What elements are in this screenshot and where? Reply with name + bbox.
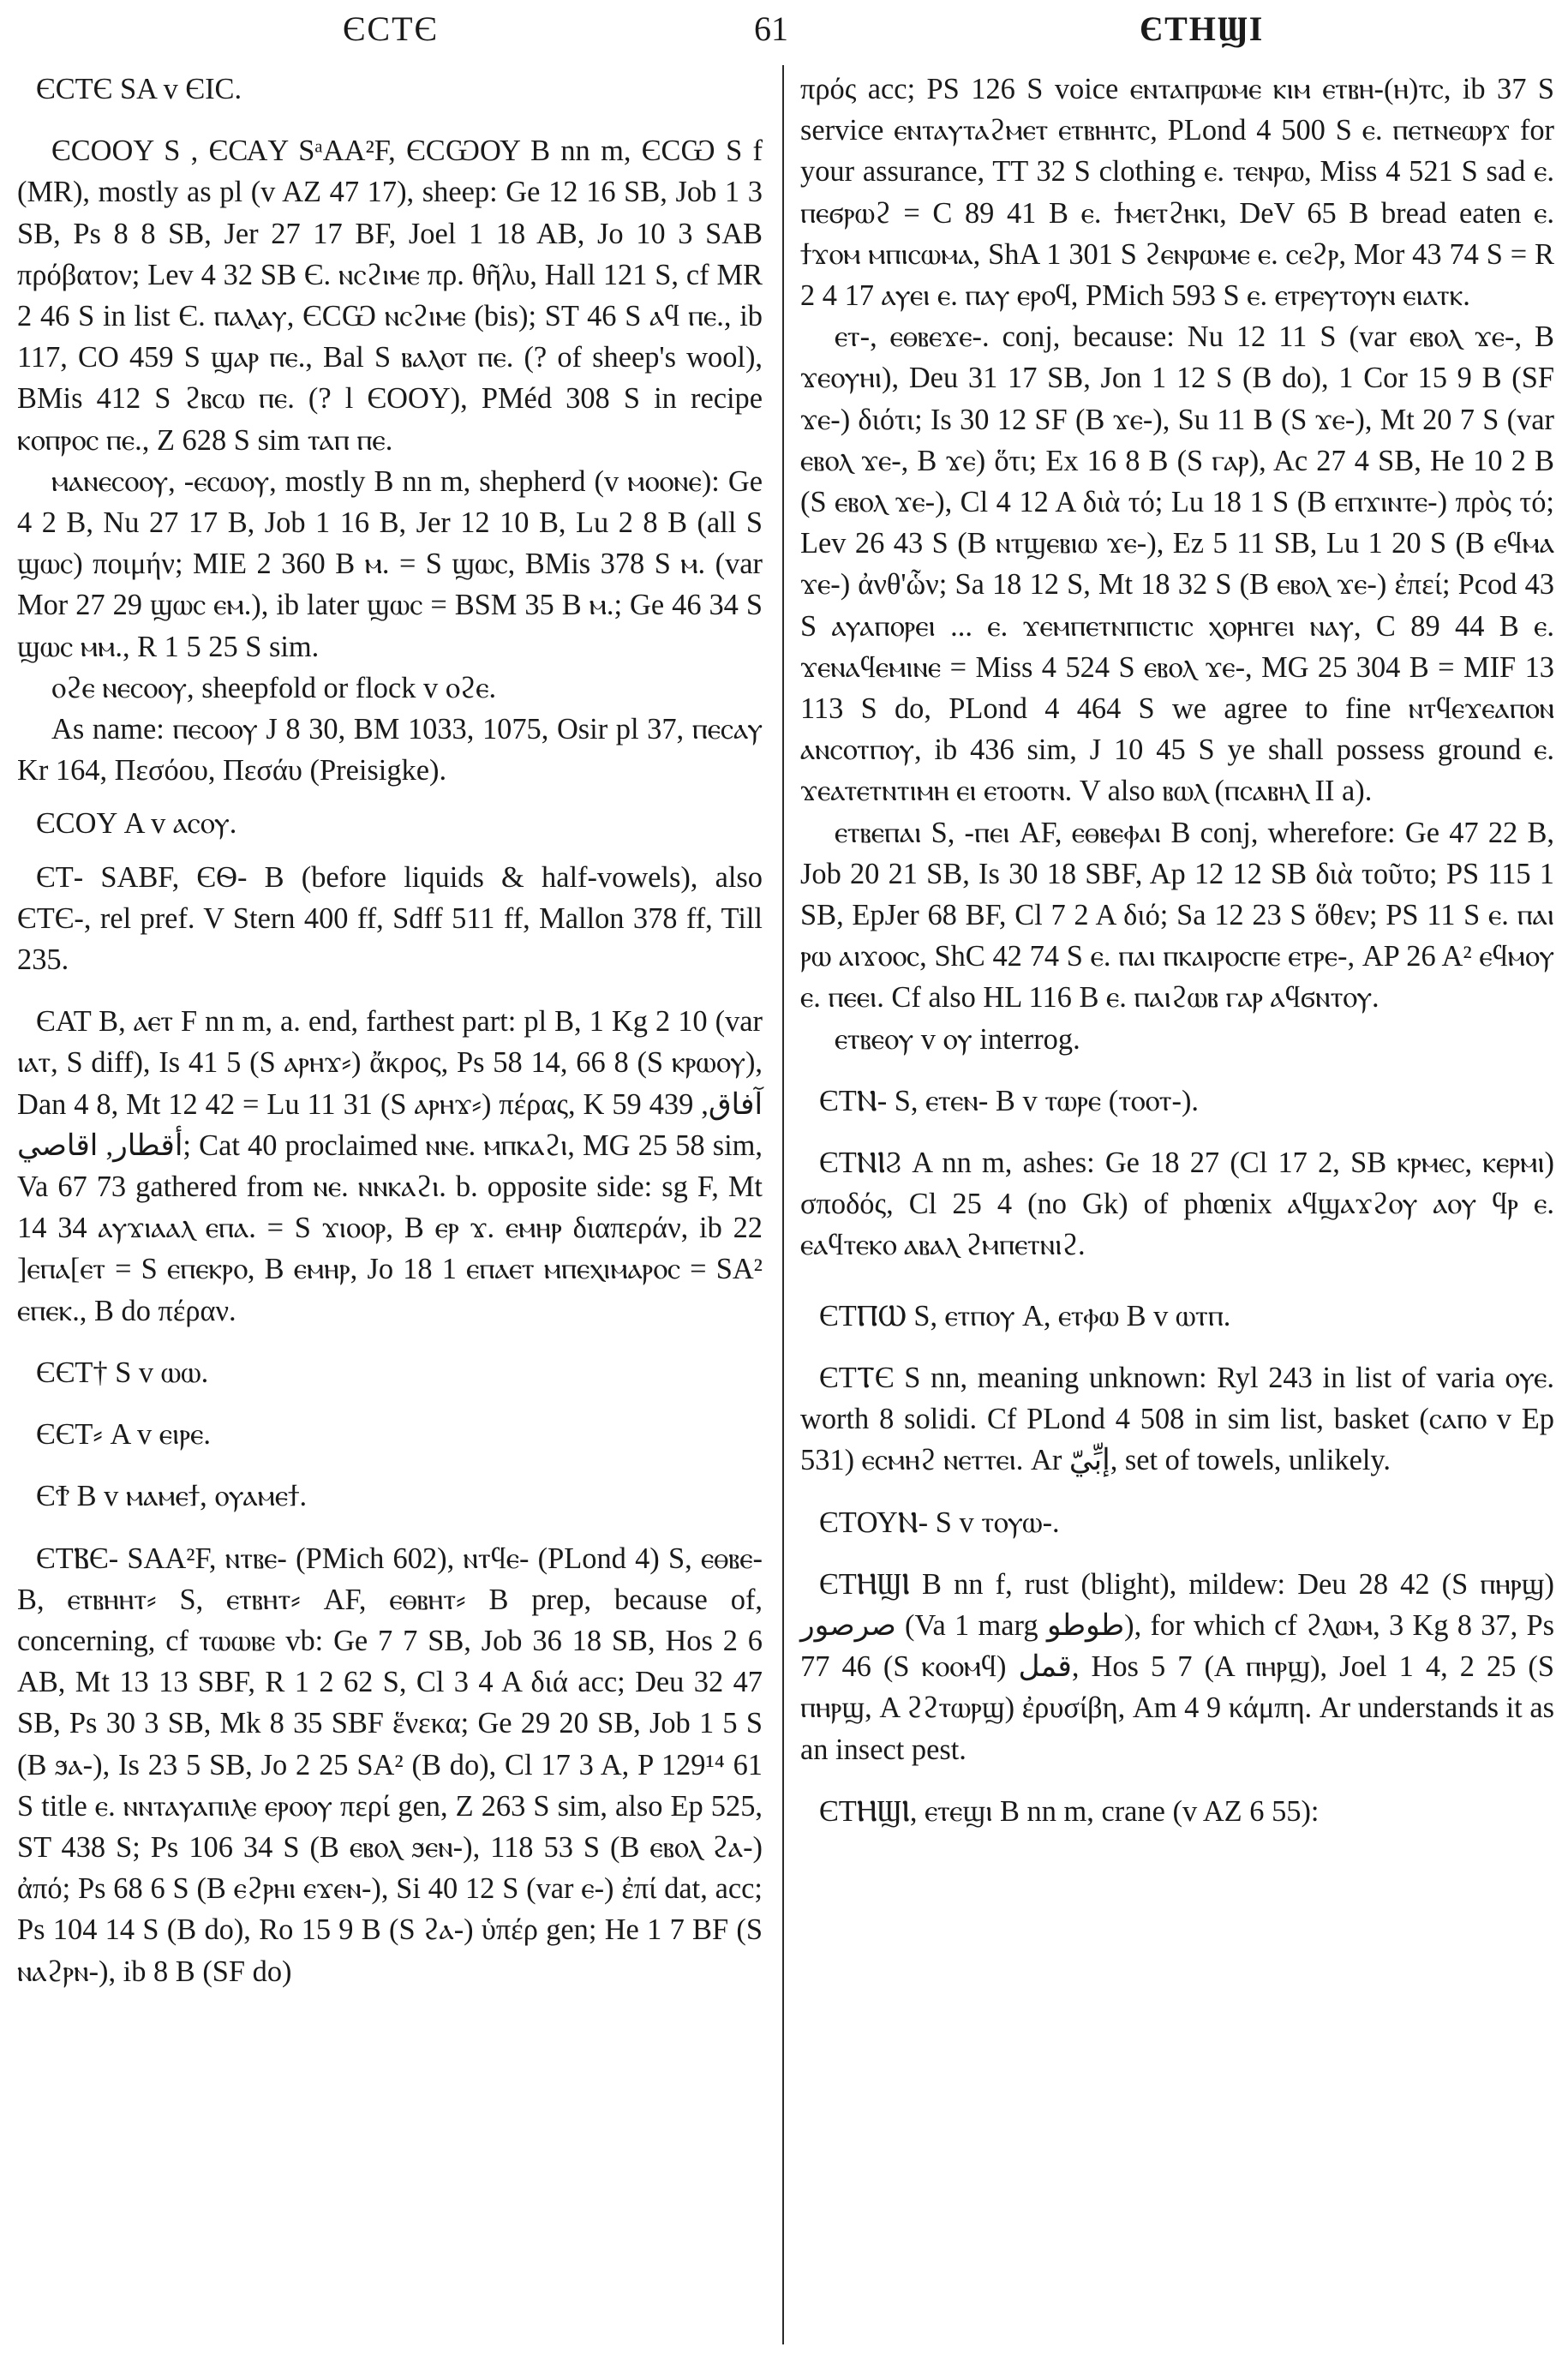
entry-eten: ЄТⲚ- S, ⲉⲧⲉⲛ- B v ⲧⲱⲣⲉ (ⲧⲟⲟⲧ-). xyxy=(819,1084,1200,1117)
right-running-head: ЄТНϢІ xyxy=(1140,9,1265,48)
entry-etheshi-rust: ЄТⲎϢⲒ B nn f, rust (blight), mildew: Deu 28 42 (S ⲡⲏⲣϣ) صرصور (Va 1 marg طوطو), for which cf ϩⲗⲱⲙ, 3 Kg 8 37, Ps 77 46 (S ⲕⲟⲟⲙϥ) قمل, Hos 5 7 (A ⲡⲏⲣϣ), Joel 1 4, 2 25 (S ⲡⲏⲣϣ, A ϩϩⲧⲱⲣϣ) ἐρυσίβη, Am 4 9 κάμπη. Ar understands it as an insect pest. xyxy=(800,1567,1554,1766)
page-number: 61 xyxy=(754,9,788,48)
entry-etbepai: ⲉⲧⲃⲉⲡⲁⲓ S, -ⲡⲉⲓ AF, ⲉⲑⲃⲉⲫⲁⲓ B conj, wherefore: Ge 47 22 B, Job 20 21 SB, Is 30 18 SBF, Ap 12 12 SB διὰ τοῦτο; PS 115 1 SB, EpJer 68 BF, Cl 7 2 A διό; Sa 12 23 S ὅθεν; PS 11 S ⲉ. ⲡⲁⲓ ⲣⲱ ⲁⲓϫⲟⲟⲥ, ShC 42 74 S ⲉ. ⲡⲁⲓ ⲡⲕⲁⲓⲣⲟⲥⲡⲉ ⲉⲧⲣⲉ-, AP 26 A² ⲉϥⲙⲟⲩ ⲉ. ⲡⲉⲉⲓ. Cf also HL 116 B ⲉ. ⲡⲁⲓϩⲱⲃ ⲅⲁⲣ ⲁϥϭⲛⲧⲟⲩ. xyxy=(800,816,1554,1015)
entry-ohe-nesoou: ⲟϩⲉ ⲛⲉⲥⲟⲟⲩ, sheepfold or flock v ⲟϩⲉ. xyxy=(51,671,497,704)
entry-eat: ЄΑΤ B, ⲁⲉⲧ F nn m, a. end, farthest part: pl B, 1 Kg 2 10 (var ⲓⲁⲧ, S diff), Is 41 5 (S ⲁⲣⲏϫ⸗) ἄκρος, Ps 58 14, 66 8 (S ⲕⲣⲱⲟⲩ), Dan 4 8, Mt 12 42 = Lu 11 31 (S ⲁⲣⲏϫ⸗) πέρας, K 59 آفاق, 439 أقطار, اقاصي; Cat 40 proclaimed ⲛⲛⲉ. ⲙⲡⲕⲁϩⲓ, MG 25 58 sim, Va 67 73 gathered from ⲛⲉ. ⲛⲛⲕⲁϩⲓ. b. opposite side: sg F, Mt 14 34 ⲁⲩϫⲓⲁⲁⲗ ⲉⲡⲁ. = S ϫⲓⲟⲟⲣ, B ⲉⲣ ϫ. ⲉⲙⲏⲣ διαπεράν, ib 22 ]ⲉⲡⲁ[ⲉⲧ = S ⲉⲡⲉⲕⲣⲟ, B ⲉⲙⲏⲣ, Jo 18 1 ⲉⲡⲁⲉⲧ ⲙⲡⲉⲭⲓⲙⲁⲣⲟⲥ = SA² ⲉⲡⲉⲕ., B do πέραν. xyxy=(17,1005,763,1327)
entry-etbe-cont: πρός acc; PS 126 S voice ⲉⲛⲧⲁⲡⲣⲱⲙⲉ ⲕⲓⲙ ⲉⲧⲃⲏ-(ⲏ)ⲧⲥ, ib 37 S service ⲉⲛⲧⲁⲩⲧⲁϩⲙⲉⲧ ⲉⲧⲃⲏⲏⲧⲥ, PLond 4 500 S ⲉ. ⲡⲉⲧⲛⲉⲱⲣϫ for your assurance, TT 32 S clothing ⲉ. ⲧⲉⲛⲣⲱ, Miss 4 521 S sad ⲉ. ⲡⲉϭⲣⲱϩ = C 89 41 B ⲉ. ϯⲙⲉⲧϩⲏⲕⲓ, DeV 65 B bread eaten ⲉ. ϯϫⲟⲙ ⲙⲡⲓⲥⲱⲙⲁ, ShA 1 301 S ϩⲉⲛⲣⲱⲙⲉ ⲉ. ⲥⲉϩⲣ, Mor 43 74 S = R 2 4 17 ⲁⲩⲉⲓ ⲉ. ⲡⲁⲩ ⲉⲣⲟϥ, PMich 593 S ⲉ. ⲉⲧⲣⲉⲩⲧⲟⲩⲛ ⲉⲓⲁⲧⲕ. xyxy=(800,73,1554,313)
entry-etbe: ЄТⲂЄ- SAA²F, ⲛⲧⲃⲉ- (PMich 602), ⲛⲧϥⲉ- (PLond 4) S, ⲉⲑⲃⲉ- B, ⲉⲧⲃⲏⲏⲧ⸗ S, ⲉⲧⲃⲏⲧ⸗ AF, ⲉⲑⲃⲏⲧ⸗ B prep, because of, concerning, cf ⲧⲱⲱⲃⲉ vb: Ge 7 7 SB, Job 36 18 SB, Hos 2 6 AB, Mt 13 13 SBF, R 1 2 62 S, Cl 3 4 A διά acc; Deu 32 47 SB, Ps 30 3 SB, Mk 8 35 SBF ἕνεκα; Ge 29 20 SB, Job 1 5 S (B ϧⲁ-), Is 23 5 SB, Jo 2 25 SA² (B do), Cl 17 3 A, P 129¹⁴ 61 S title ⲉ. ⲛⲛⲧⲁⲩⲁⲡⲓⲗⲉ ⲉⲣⲟⲟⲩ περί gen, Z 263 S sim, also Ep 525, ST 438 S; Ps 106 34 S (B ⲉⲃⲟⲗ ϧⲉⲛ-), 118 53 S (B ⲉⲃⲟⲗ ϩⲁ-) ἀπό; Ps 68 6 S (B ⲉϩⲣⲏⲓ ⲉϫⲉⲛ-), Si 40 12 S (var ⲉ-) ἐπί dat, acc; Ps 104 14 S (B do), Ro 15 9 B (S ϩⲁ-) ὑπέρ gen; He 1 7 BF (S ⲛⲁϩⲣⲛ-), ib 8 B (SF do) xyxy=(17,1542,763,1988)
entry-etheshi-crane: ЄТⲎϢⲒ, ⲉⲧⲉϣⲓ B nn m, crane (v AZ 6 55): xyxy=(819,1794,1320,1828)
entry-as-name: As name: ⲡⲉⲥⲟⲟⲩ J 8 30, BM 1033, 1075, Osir pl 37, ⲡⲉⲥⲁⲩ Kr 164, Πεσόου, Πεσάυ (Preisigke). xyxy=(17,713,763,787)
page-header xyxy=(0,9,1568,60)
entry-eet-s: ЄЄТ† S v ⲱⲱ. xyxy=(36,1356,209,1389)
entry-etbe-je: ⲉⲧ-, ⲉⲑⲃⲉϫⲉ-. conj, because: Nu 12 11 S (var ⲉⲃⲟⲗ ϫⲉ-, B ϫⲉⲟⲩⲏⲓ), Deu 31 17 SB, Jon 1 12 S (B do), 1 Cor 15 9 B (SF ϫⲉ-) διότι; Is 30 12 SF (B ϫⲉ-), Su 11 B (S ϫⲉ-), Mt 20 7 S (var ⲉⲃⲟⲗ ϫⲉ-, B ϫⲉ) ὅτι; Ex 16 8 B (S ⲅⲁⲣ), Ac 27 4 SB, He 10 2 B (S ⲉⲃⲟⲗ ϫⲉ-), Cl 4 12 A διὰ τό; Lu 18 1 S (B ⲉⲡϫⲓⲛⲧⲉ-) πρὸς τό; Lev 26 43 S (B ⲛⲧϣⲉⲃⲓⲱ ϫⲉ-), Ez 5 11 SB, Lu 1 20 S (B ⲉϥⲙⲁ ϫⲉ-) ἀνθ'ὧν; Sa 18 12 S, Mt 18 32 S (B ⲉⲃⲟⲗ ϫⲉ-) ἐπεί; Pcod 43 S ⲁⲩⲁⲡⲟⲣⲉⲓ ... ⲉ. ϫⲉⲙⲡⲉⲧⲛⲡⲓⲥⲧⲓⲥ ⲭⲟⲣⲏⲅⲉⲓ ⲛⲁⲩ, C 89 44 B ⲉ. ϫⲉⲛⲁϥⲉⲙⲓⲛⲉ = Miss 4 524 S ⲉⲃⲟⲗ ϫⲉ-, MG 25 304 B = MIF 13 113 S do, PLond 4 464 S we agree to fine ⲛⲧϥⲉϫⲉⲁⲡⲟⲛ ⲁⲛⲥⲟⲧⲡⲟⲩ, ib 436 sim, J 10 45 S ye shall possess ground ⲉ. ϫⲉⲁⲧⲉⲧⲛⲧⲓⲙⲏ ⲉⲓ ⲉⲧⲟⲟⲧⲛ. V also ⲃⲱⲗ (ⲡⲥⲁⲃⲏⲗ II a). xyxy=(800,320,1554,808)
entry-eet-a: ЄЄТ⸗ A v ⲉⲓⲣⲉ. xyxy=(36,1418,212,1452)
entry-etnih: ЄТⲚⲒϨ A nn m, ashes: Ge 18 27 (Cl 17 2, SB ⲕⲣⲙⲉⲥ, ⲕⲉⲣⲙⲓ) σποδός, Cl 25 4 (no Gk) of phœnix ⲁϥϣⲁϫϩⲟⲩ ⲁⲟⲩ ϥⲣ ⲉ. ⲉⲁϥⲧⲉⲕⲟ ⲁⲃⲁⲗ ϩⲙⲡⲉⲧⲛⲓϩ. xyxy=(800,1147,1554,1262)
entry-manesoou: ⲙⲁⲛⲉⲥⲟⲟⲩ, -ⲉⲥⲱⲟⲩ, mostly B nn m, shepherd (v ⲙⲟⲟⲛⲉ): Ge 4 2 B, Nu 27 17 B, Job 1 16 B, Jer 12 10 B, Lu 2 8 B (all S ϣⲱⲥ) ποιμήν; MIE 2 360 B ⲙ. = S ϣⲱⲥ, BMis 378 S ⲙ. (var Mor 27 29 ϣⲱⲥ ⲉⲙ.), ib later ϣⲱⲥ = BSM 35 B ⲙ.; Ge 46 34 S ϣⲱⲥ ⲙⲙ., R 1 5 25 S sim. xyxy=(17,464,763,663)
entry-eti: ЄϮ B v ⲙⲁⲙⲉϯ, ⲟⲩⲁⲙⲉϯ. xyxy=(36,1480,308,1513)
entry-etpo: ЄТⲠⲰ S, ⲉⲧⲡⲟⲩ A, ⲉⲧⲫⲱ B v ⲱⲧⲡ. xyxy=(819,1299,1231,1332)
entry-este: ЄСТЄ SA v ЄІС. xyxy=(36,73,242,105)
left-column xyxy=(17,69,763,1992)
entry-esou: ЄСОΥ A v ⲁⲥⲟⲩ. xyxy=(36,807,237,841)
column-divider xyxy=(782,65,784,2344)
entry-etoun: ЄТΟΥⲚ- S v ⲧⲟⲩⲱ-. xyxy=(819,1506,1060,1539)
entry-et-prefix: ЄТ- SABF, ЄѲ- B (before liquids & half-vowels), also ЄТЄ-, rel pref. V Stern 400 ff, Sdff 511 ff, Mallon 378 ff, Till 235. xyxy=(17,860,763,977)
left-running-head: ЄСТЄ xyxy=(343,9,439,48)
entry-ette: ЄТⲦЄ S nn, meaning unknown: Ryl 243 in list of varia ⲟⲩⲉ. worth 8 solidi. Cf PLond 4 508 in sim list, basket (ⲥⲁⲡⲟ v Ep 531) ⲉⲥⲙⲏϩ ⲛⲉⲧⲧⲉⲓ. Ar إبِّيّ, set of towels, unlikely. xyxy=(800,1361,1554,1477)
entry-etbeou: ⲉⲧⲃⲉⲟⲩ v ⲟⲩ interrog. xyxy=(835,1022,1080,1056)
entry-esoou: ЄСООΥ S , ЄСАΥ SᵃAA²F, ЄСѠΟΥ B nn m, ЄСѠ S f (MR), mostly as pl (v AZ 47 17), sheep: Ge 12 16 SB, Job 1 3 SB, Ps 8 8 SB, Jer 27 17 BF, Joel 1 18 AB, Jo 10 3 SAB πρόβατον; Lev 4 32 SB Є. ⲛⲥϩⲓⲙⲉ πρ. θῆλυ, Hall 121 S, cf MR 2 46 S in list Є. ⲡⲁⲗⲁⲩ, ЄСѠ ⲛⲥϩⲓⲙⲉ (bis); ST 46 S ⲁϥ ⲡⲉ., ib 117, CO 459 S ϣⲁⲣ ⲡⲉ., Bal S ⲃⲁⲗⲟⲧ ⲡⲉ. (? of sheep's wool), BMis 412 S ϩⲃⲥⲱ ⲡⲉ. (? l ЄООΥ), PMéd 308 S in recipe ⲕⲟⲡⲣⲟⲥ ⲡⲉ., Z 628 S sim ⲧⲁⲡ ⲡⲉ. xyxy=(17,135,763,457)
right-column xyxy=(800,69,1554,1832)
